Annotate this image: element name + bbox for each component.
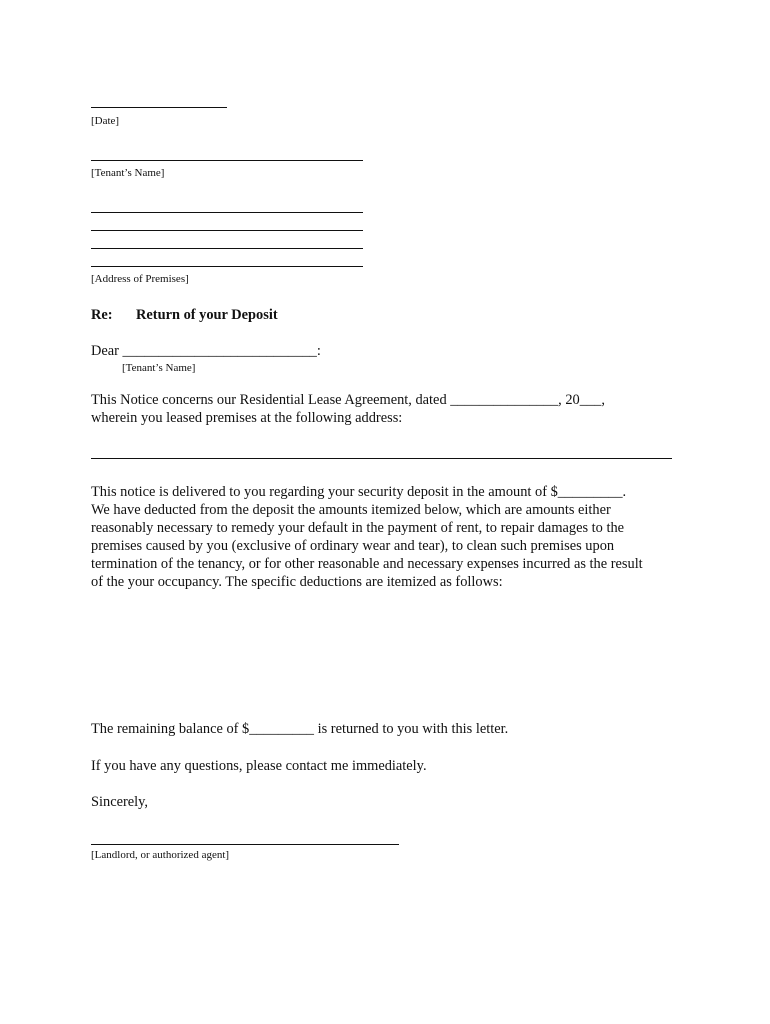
notice-paragraph [91,391,691,427]
deposit-line-3: reasonably necessary to remedy your default in the payment of rent, to repair damages to the [91,520,625,536]
signature-blank-line [91,844,399,845]
notice-line-1: This Notice concerns our Residential Lease Agreement, dated _______________, 20___, [91,392,605,408]
address-label: [Address of Premises] [91,273,189,285]
deposit-paragraph [91,483,691,591]
tenant-name-blank-line [91,160,363,161]
date-blank-line [91,107,227,108]
tenant-name-label: [Tenant’s Name] [91,167,165,179]
closing-sincerely: Sincerely, [91,794,149,810]
deposit-line-5: termination of the tenancy, or for other reasonable and necessary expenses incurred as the result [91,556,643,572]
address-blank-line-1 [91,212,363,213]
premises-address-blank-line [91,458,672,459]
re-prefix: Re: [91,307,113,323]
balance-line: The remaining balance of $_________ is returned to you with this letter. [91,721,509,737]
deposit-line-6: of the your occupancy. The specific deductions are itemized as follows: [91,574,503,590]
questions-line: If you have any questions, please contact me immediately. [91,758,427,774]
signature-label: [Landlord, or authorized agent] [91,849,230,861]
address-blank-line-2 [91,230,363,231]
deposit-line-4: premises caused by you (exclusive of ordinary wear and tear), to clean such premises upon [91,538,615,554]
address-blank-line-4 [91,266,363,267]
notice-line-2: wherein you leased premises at the following address: [91,410,403,426]
salutation-line: Dear ___________________________: [91,343,321,359]
deposit-line-1: This notice is delivered to you regarding your security deposit in the amount of $_________. [91,484,627,500]
date-label: [Date] [91,115,120,127]
re-subject: Return of your Deposit [136,307,278,323]
salutation-tenant-label: [Tenant’s Name] [122,362,196,374]
deposit-line-2: We have deducted from the deposit the amounts itemized below, which are amounts either [91,502,611,518]
address-blank-line-3 [91,248,363,249]
